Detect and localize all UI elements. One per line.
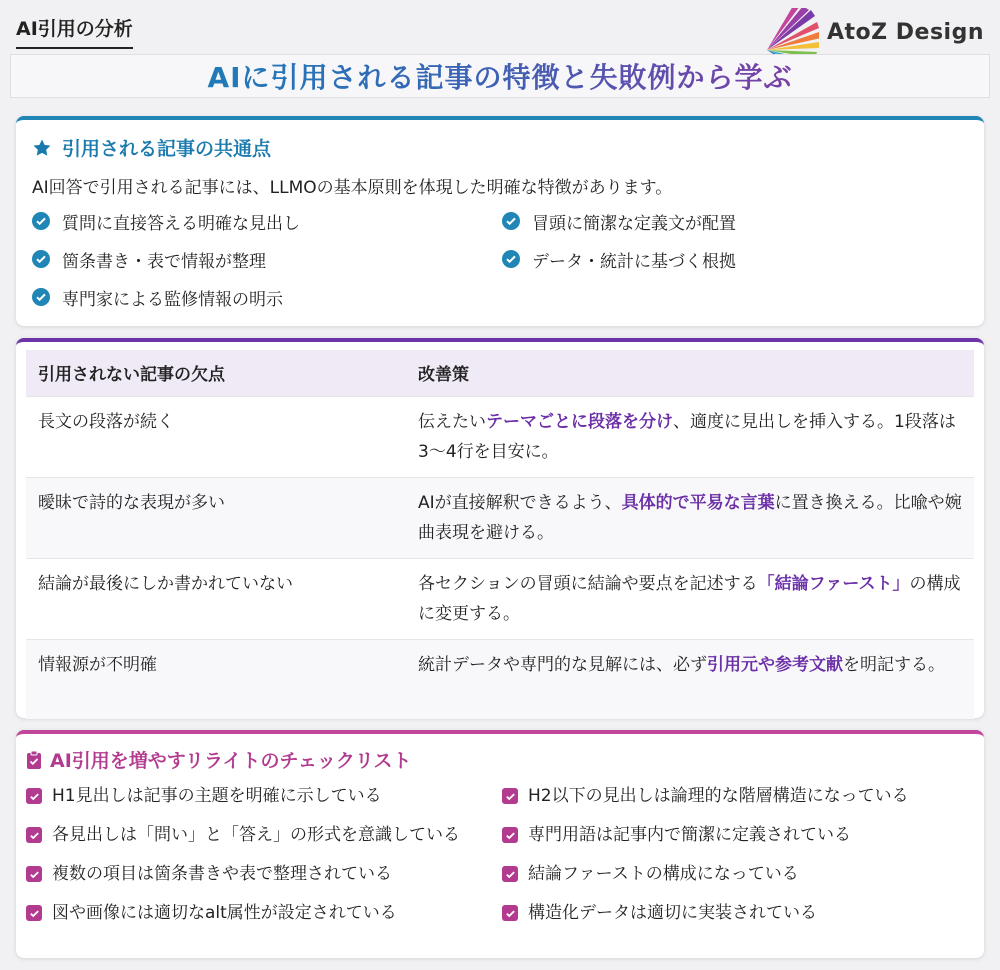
table-header-row	[26, 350, 974, 396]
checklist-item: 各見出しは「問い」と「答え」の形式を意識している	[26, 820, 502, 850]
checklist-item: H1見出しは記事の主題を明確に示している	[26, 781, 502, 811]
column-header-problem: 引用されない記事の欠点	[26, 350, 406, 396]
check-circle-icon	[32, 212, 50, 230]
common-points-list	[32, 208, 968, 310]
problem-cell: 曖昧で詩的な表現が多い	[26, 477, 406, 558]
logo-fan-icon	[761, 8, 819, 56]
fix-cell: 統計データや専門的な見解には、必ず引用元や参考文献を明記する。	[406, 639, 974, 719]
common-points-title: 引用される記事の共通点	[62, 138, 272, 160]
checklist-heading	[26, 746, 974, 773]
column-header-fix: 改善策	[406, 350, 974, 396]
checklist-card	[16, 730, 984, 958]
checklist-list	[26, 781, 974, 928]
highlight-text: 引用元や参考文献	[707, 654, 843, 675]
checkbox-checked-icon	[26, 866, 42, 882]
table-row	[26, 396, 974, 477]
checkbox-checked-icon	[26, 905, 42, 921]
list-item: 質問に直接答える明確な見出し	[32, 208, 502, 234]
highlight-text: テーマごとに段落を分け	[486, 411, 673, 432]
checklist-item: 結論ファーストの構成になっている	[502, 859, 978, 889]
checklist-item: H2以下の見出しは論理的な階層構造になっている	[502, 781, 978, 811]
check-circle-icon	[502, 212, 520, 230]
list-item: データ・統計に基づく根拠	[502, 246, 972, 272]
logo-text: AtoZ Design	[827, 19, 984, 45]
table-row	[26, 558, 974, 639]
checkbox-checked-icon	[502, 905, 518, 921]
checkbox-checked-icon	[502, 788, 518, 804]
common-points-card	[16, 116, 984, 326]
section-label: AI引用の分析	[16, 14, 133, 49]
logo	[761, 8, 984, 56]
table-row	[26, 477, 974, 558]
list-item: 専門家による監修情報の明示	[32, 284, 502, 310]
highlight-text: 「結論ファースト」	[757, 573, 910, 594]
checklist-title: AI引用を増やすリライトのチェックリスト	[50, 750, 412, 772]
checkbox-checked-icon	[26, 788, 42, 804]
star-icon	[32, 138, 52, 158]
checkbox-checked-icon	[502, 827, 518, 843]
common-points-intro: AI回答で引用される記事には、LLMOの基本原則を体現した明確な特徴があります。	[32, 178, 673, 198]
checklist-item: 専門用語は記事内で簡潔に定義されている	[502, 820, 978, 850]
checklist-item: 複数の項目は箇条書きや表で整理されている	[26, 859, 502, 889]
title-box	[10, 54, 990, 98]
fix-cell: 伝えたいテーマごとに段落を分け、適度に見出しを挿入する。1段落は3〜4行を目安に。	[406, 396, 974, 477]
table-row	[26, 639, 974, 719]
checklist-item: 図や画像には適切なalt属性が設定されている	[26, 898, 502, 928]
problem-cell: 結論が最後にしか書かれていない	[26, 558, 406, 639]
problem-cell: 長文の段落が続く	[26, 396, 406, 477]
highlight-text: 具体的で平易な言葉	[621, 492, 775, 513]
list-item: 冒頭に簡潔な定義文が配置	[502, 208, 972, 234]
checkbox-checked-icon	[26, 827, 42, 843]
fix-cell: AIが直接解釈できるよう、具体的で平易な言葉に置き換える。比喩や婉曲表現を避ける。	[406, 477, 974, 558]
checklist-item: 構造化データは適切に実装されている	[502, 898, 978, 928]
problem-cell: 情報源が不明確	[26, 639, 406, 719]
common-points-heading	[32, 134, 968, 161]
page-title: AIに引用される記事の特徴と失敗例から学ぶ	[207, 56, 792, 96]
list-item: 箇条書き・表で情報が整理	[32, 246, 502, 272]
check-circle-icon	[32, 288, 50, 306]
checkbox-checked-icon	[502, 866, 518, 882]
check-circle-icon	[32, 250, 50, 268]
check-circle-icon	[502, 250, 520, 268]
comparison-table-card	[16, 338, 984, 718]
fix-cell: 各セクションの冒頭に結論や要点を記述する「結論ファースト」の構成に変更する。	[406, 558, 974, 639]
clipboard-check-icon	[26, 750, 42, 770]
comparison-table	[26, 350, 974, 719]
